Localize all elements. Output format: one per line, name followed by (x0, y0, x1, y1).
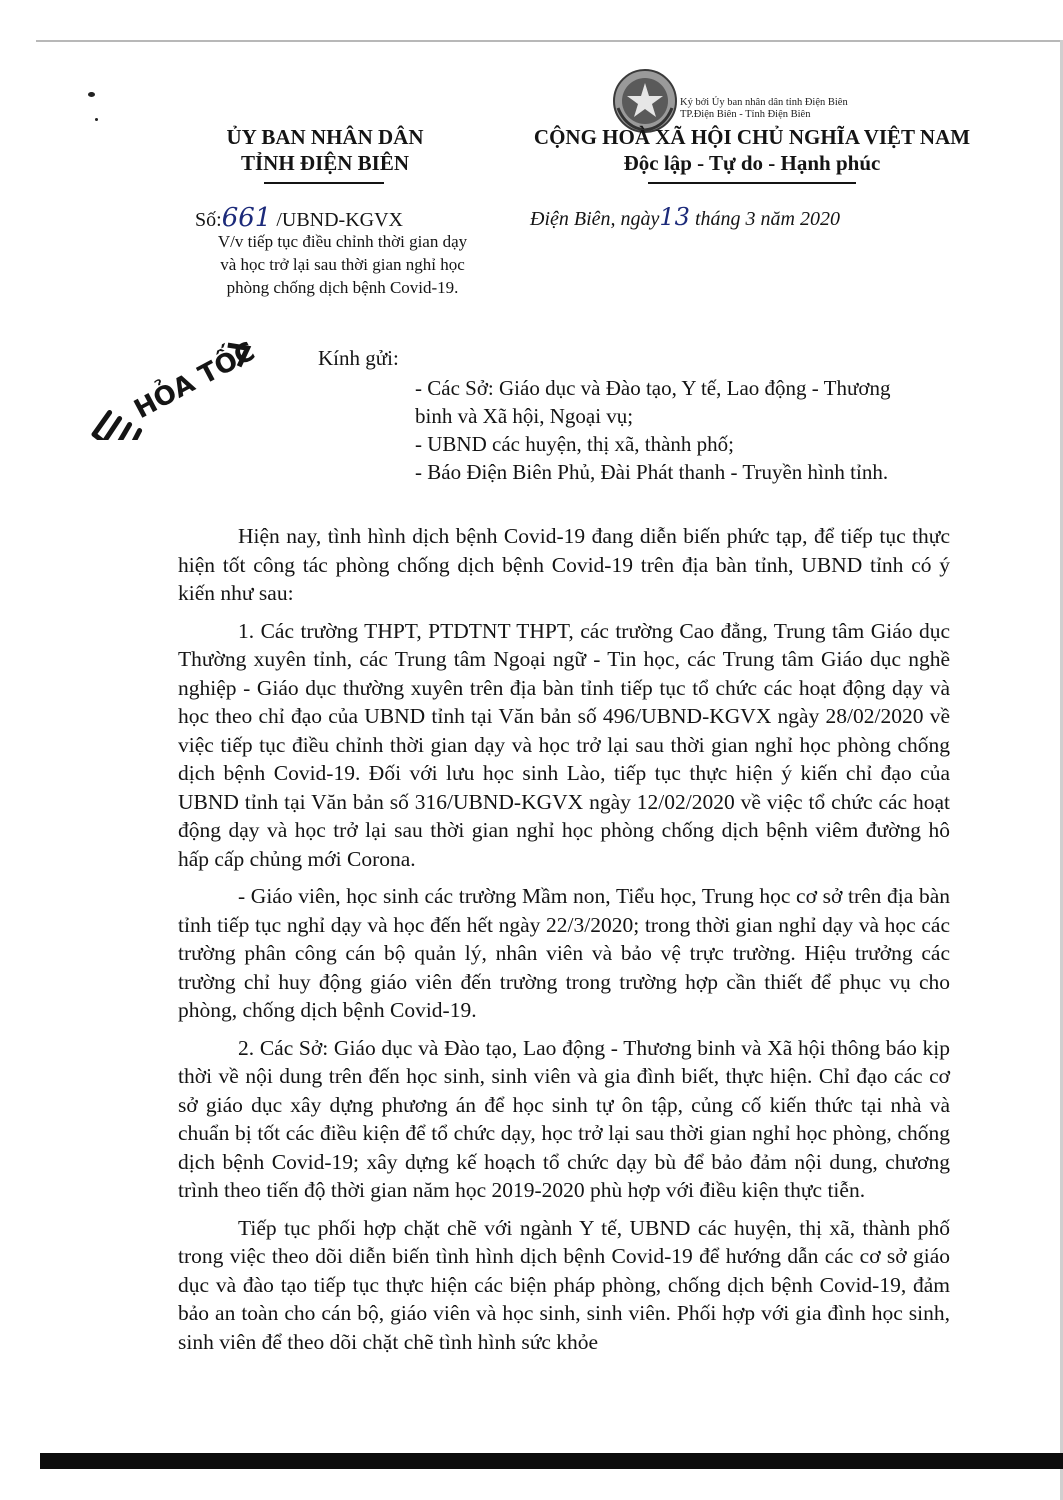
scan-speck (95, 118, 98, 121)
national-motto: Độc lập - Tự do - Hạnh phúc (623, 151, 881, 175)
recipient-line: - UBND các huyện, thị xã, thành phố; (415, 432, 735, 456)
recipient-line: - Báo Điện Biên Phủ, Đài Phát thanh - Truyền hình tỉnh. (415, 460, 889, 484)
document-body (178, 522, 950, 1365)
body-paragraph: Hiện nay, tình hình dịch bệnh Covid-19 đang diễn biến phức tạp, để tiếp tục thực hiện tốt công tác phòng chống dịch bệnh Covid-19 trên địa bàn tỉnh, UBND tỉnh có ý kiến như sau: (178, 524, 950, 605)
scan-edge-top (36, 40, 1063, 42)
document-number (195, 203, 403, 233)
scan-speck (88, 92, 95, 97)
header-underline-right (648, 182, 856, 184)
issuing-body-province: TỈNH ĐIỆN BIÊN (240, 151, 410, 175)
body-paragraph: 2. Các Sở: Giáo dục và Đào tạo, Lao động - Thương binh và Xã hội thông báo kịp thời về nội dung trên đến học sinh, sinh viên và gia đình biết, thực hiện. Chỉ đạo các cơ sở giáo dục xây dựng phương án để học sinh tự ôn tập, củng cố kiến thức tại nhà và chuẩn bị tốt các điều kiện để tổ chức dạy, học trở lại sau thời gian nghỉ học phòng, chống dịch bệnh Covid-19; xây dựng kế hoạch tổ chức dạy bù để bảo đảm nội dung, chương trình theo tiến độ thời gian năm học 2019-2020 phù hợp với điều kiện thực tiễn. (178, 1035, 950, 1202)
document-number-prefix: Số: (195, 209, 222, 231)
body-paragraph: Tiếp tục phối hợp chặt chẽ với ngành Y tế, UBND các huyện, thị xã, thành phố trong việc theo dõi diễn biến tình hình dịch bệnh Covid-19 để hướng dẫn các cơ sở giáo dục và đào tạo tiếp tục thực hiện các biện pháp phòng, chống dịch bệnh Covid-19, đảm bảo an toàn cho cán bộ, giáo viên và học sinh, sinh viên. Phối hợp với gia đình học sinh, sinh viên để theo dõi chặt chẽ tình hình sức khỏe (178, 1215, 950, 1354)
recipients-list (415, 374, 975, 486)
date-suffix: tháng 3 năm 2020 (694, 208, 840, 230)
digital-signature-line1: Ký bởi Ủy ban nhân dân tỉnh Điện Biên (680, 97, 848, 108)
body-paragraph: - Giáo viên, học sinh các trường Mầm non, Tiểu học, Trung học cơ sở trên địa bàn tỉnh tiếp tục nghỉ dạy và học đến hết ngày 22/3/2020; trong thời gian nghỉ dạy và học các trường phân công cán bộ quản lý, nhân viên và bảo vệ trực trường. Hiệu trưởng các trường chỉ huy động giáo viên đến trường trong trường hợp cần thiết để phục vụ cho phòng, chống dịch bệnh Covid-19. (178, 884, 950, 1022)
subject-line: phòng chống dịch bệnh Covid-19. (226, 278, 459, 297)
express-stamp-icon (70, 330, 275, 440)
recipients-label: Kính gửi: (318, 346, 399, 370)
document-number-suffix: /UBND-KGVX (276, 209, 403, 231)
recipient-line: binh và Xã hội, Ngoại vụ; (415, 404, 634, 428)
document-subject (160, 230, 525, 299)
issuing-body-name: ỦY BAN NHÂN DÂN (226, 125, 424, 149)
issue-date (530, 203, 840, 231)
date-prefix: Điện Biên, ngày (530, 208, 660, 230)
handwritten-document-number: 661 (221, 203, 272, 233)
handwritten-day: 13 (659, 203, 690, 231)
digital-signature-line2: TP.Điện Biên - Tỉnh Điện Biên (680, 109, 811, 120)
stamp-text: HỎA TỐC (129, 336, 261, 426)
recipient-line: - Các Sở: Giáo dục và Đào tạo, Y tế, Lao động - Thương (415, 376, 891, 400)
body-paragraph: 1. Các trường THPT, PTDTNT THPT, các trường Cao đẳng, Trung tâm Giáo dục Thường xuyên tỉnh, các Trung tâm Ngoại ngữ - Tin học, các Trung tâm Giáo dục nghề nghiệp - Giáo dục thường xuyên trên địa bàn tỉnh tiếp tục tổ chức các hoạt động dạy và học theo chỉ đạo của UBND tỉnh tại Văn bản số 496/UBND-KGVX ngày 28/02/2020 về việc tiếp tục điều chỉnh thời gian dạy và học trở lại sau thời gian nghỉ học phòng chống dịch bệnh Covid-19. Đối với lưu học sinh Lào, tiếp tục thực hiện ý kiến chỉ đạo của UBND tỉnh tại Văn bản số 316/UBND-KGVX ngày 12/02/2020 về việc tổ chức các hoạt động dạy và học trở lại sau thời gian nghỉ học phòng chống dịch bệnh viêm đường hô hấp cấp chủng mới Corona. (178, 618, 950, 871)
header-underline-left (264, 182, 384, 184)
scan-edge-bottom (40, 1453, 1063, 1469)
subject-line: V/v tiếp tục điều chỉnh thời gian dạy (217, 232, 468, 251)
country-name: CỘNG HOÀ XÃ HỘI CHỦ NGHĨA VIỆT NAM (533, 125, 971, 149)
subject-line: và học trở lại sau thời gian nghỉ học (220, 255, 465, 274)
